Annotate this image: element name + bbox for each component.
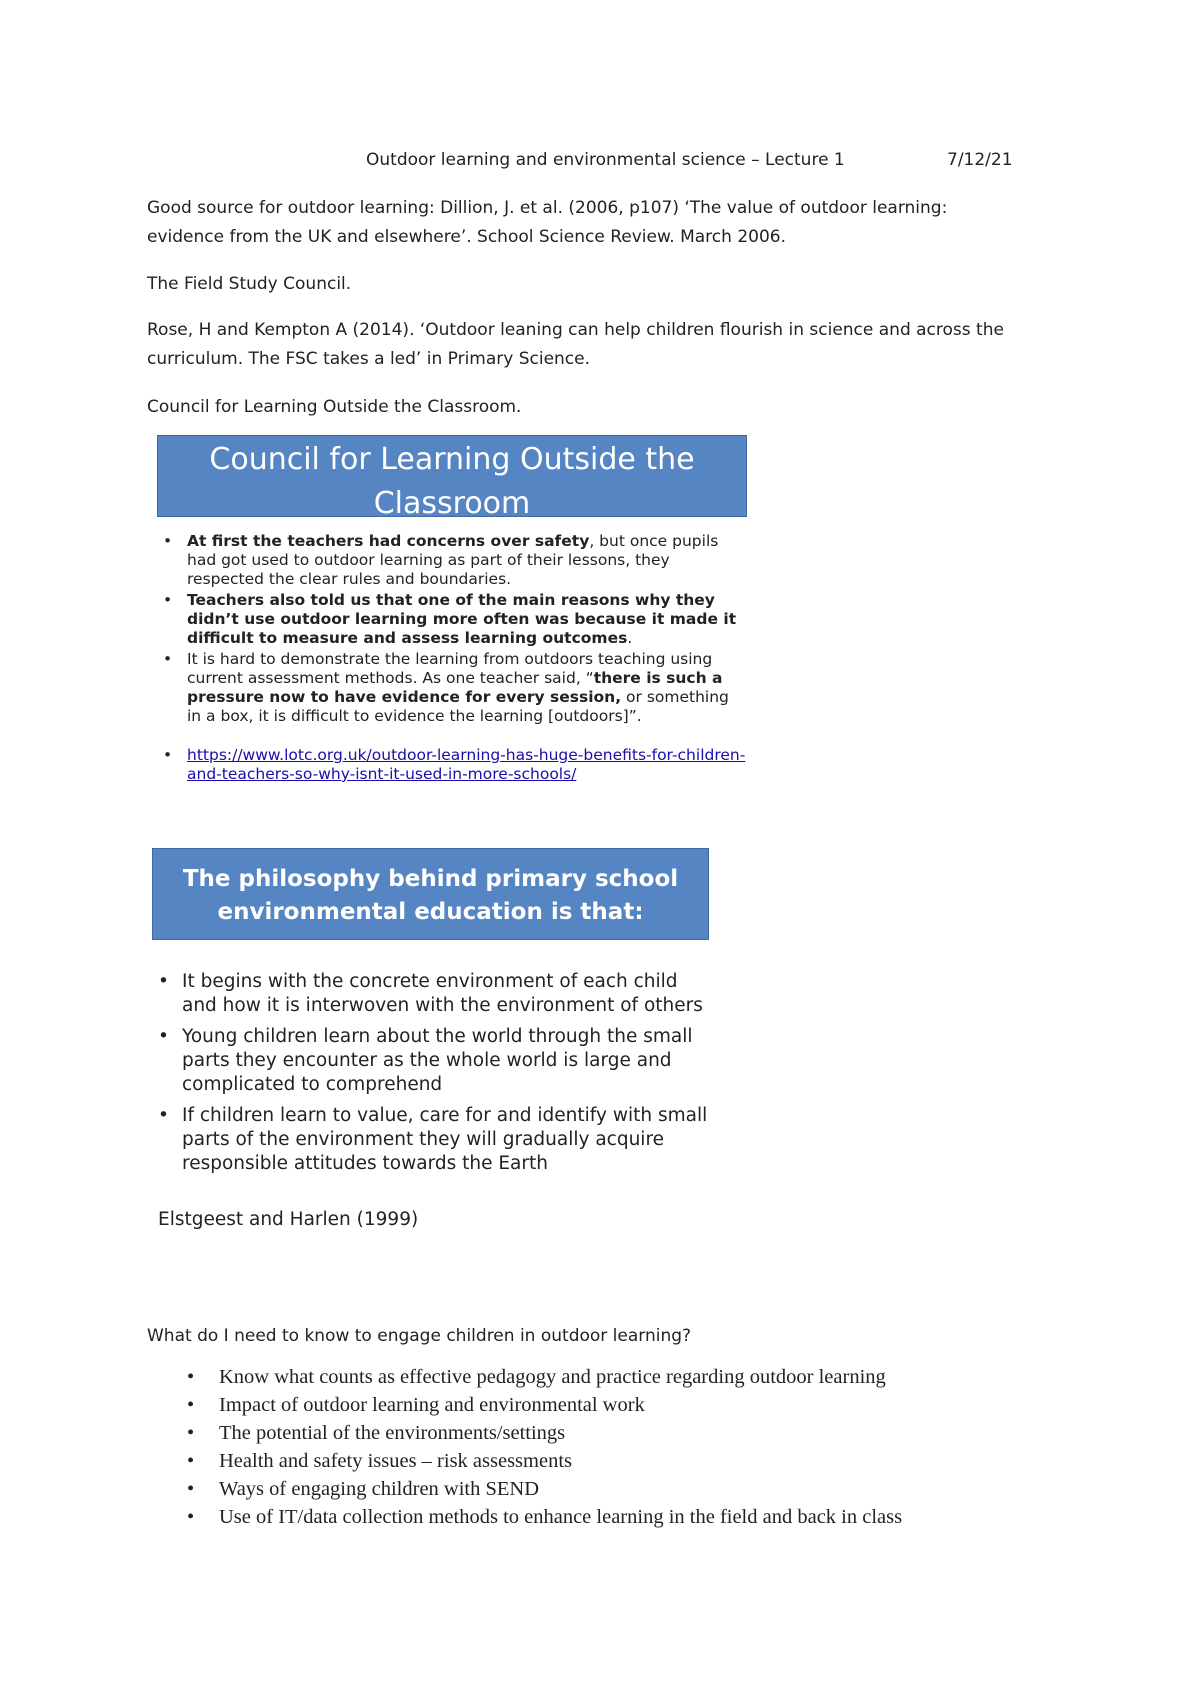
council-note: Council for Learning Outside the Classroom. bbox=[147, 397, 522, 417]
slide1-banner bbox=[157, 435, 747, 521]
bullet-dot-icon: • bbox=[187, 1506, 195, 1528]
slide1-link-item bbox=[157, 746, 747, 784]
engage-item-1 bbox=[187, 1363, 1087, 1391]
lecture-title: Outdoor learning and environmental science – Lecture 1 bbox=[366, 150, 845, 170]
slide1-bullet-3 bbox=[157, 650, 747, 726]
fsc-note: The Field Study Council. bbox=[147, 274, 352, 294]
slide2-banner-line1: The philosophy behind primary school bbox=[182, 866, 679, 892]
slide2-banner bbox=[152, 848, 709, 940]
engage-item-2-text: Impact of outdoor learning and environmental work bbox=[219, 1394, 645, 1416]
slide1-bullet-3-post: or something in a box, it is difficult to evidence the learning [outdoors]”. bbox=[187, 688, 729, 725]
bullet-dot-icon: • bbox=[163, 650, 173, 668]
engage-item-4-text: Health and safety issues – risk assessments bbox=[219, 1450, 572, 1472]
bullet-dot-icon: • bbox=[163, 532, 173, 550]
engage-question: What do I need to know to engage children in outdoor learning? bbox=[147, 1326, 692, 1346]
bullet-dot-icon: • bbox=[187, 1478, 195, 1500]
rose-line-2: curriculum. The FSC takes a led’ in Primary Science. bbox=[147, 349, 591, 369]
source-line-2: evidence from the UK and elsewhere’. School Science Review. March 2006. bbox=[147, 227, 786, 247]
slide2-banner-line2: environmental education is that: bbox=[217, 899, 644, 925]
slide1-banner-line1: Council for Learning Outside the bbox=[209, 442, 695, 477]
bullet-dot-icon: • bbox=[187, 1450, 195, 1472]
slide1-bullet-2-text: . bbox=[627, 629, 633, 647]
slide1-banner-line2: Classroom bbox=[373, 486, 531, 521]
engage-item-5-text: Ways of engaging children with SEND bbox=[219, 1478, 540, 1500]
bullet-dot-icon: • bbox=[163, 746, 173, 764]
rose-line-1: Rose, H and Kempton A (2014). ‘Outdoor leaning can help children flourish in science and across the bbox=[147, 320, 1004, 340]
bullet-dot-icon: • bbox=[187, 1366, 195, 1388]
lecture-date: 7/12/21 bbox=[947, 150, 1013, 170]
slide1-bullet-2 bbox=[157, 591, 747, 648]
engage-item-6-text: Use of IT/data collection methods to enhance learning in the field and back in class bbox=[219, 1506, 903, 1528]
engage-item-3 bbox=[187, 1419, 1087, 1447]
slide2-bullet-1 bbox=[152, 970, 712, 1018]
engage-item-4 bbox=[187, 1447, 1087, 1475]
slide2-bullet-1-text: It begins with the concrete environment of each child and how it is interwoven with the environment of others bbox=[182, 971, 703, 1016]
slide1-bullet-2-bold: Teachers also told us that one of the main reasons why they didn’t use outdoor learning more often was because it made it difficult to measure and assess learning outcomes bbox=[187, 591, 737, 647]
bullet-dot-icon: • bbox=[158, 1026, 169, 1047]
slide1-bullet-3-bold: there is such a pressure now to have evidence for every session, bbox=[187, 669, 723, 706]
slide1-bullet-1-bold: At first the teachers had concerns over safety bbox=[187, 532, 590, 550]
engage-item-6 bbox=[187, 1503, 1087, 1531]
source-line-1: Good source for outdoor learning: Dillion, J. et al. (2006, p107) ‘The value of outdoor learning: bbox=[147, 198, 948, 218]
slide2-citation: Elstgeest and Harlen (1999) bbox=[158, 1209, 419, 1230]
slide2-bullet-2-text: Young children learn about the world through the small parts they encounter as the whole world is large and complicated to comprehend bbox=[182, 1026, 693, 1095]
engage-item-5 bbox=[187, 1475, 1087, 1503]
bullet-dot-icon: • bbox=[158, 971, 169, 992]
engage-item-2 bbox=[187, 1391, 1087, 1419]
slide1-bullet-3-pre: It is hard to demonstrate the learning from outdoors teaching using current assessment methods. As one teacher said, “ bbox=[187, 650, 713, 687]
engage-item-3-text: The potential of the environments/settings bbox=[219, 1422, 566, 1444]
slide1-bullets bbox=[157, 532, 747, 786]
slide1-bullet-1-text: , but once pupils had got used to outdoor learning as part of their lessons, they respected the clear rules and boundaries. bbox=[187, 532, 719, 588]
slide2-bullet-2 bbox=[152, 1025, 712, 1097]
lotc-article-link[interactable]: https://www.lotc.org.uk/outdoor-learning-has-huge-benefits-for-children-and-teachers-so-why-isnt-it-used-in-more-schools/ bbox=[187, 746, 746, 783]
slide2-bullets bbox=[152, 970, 712, 1183]
bullet-dot-icon: • bbox=[163, 591, 173, 609]
slide2-bullet-3 bbox=[152, 1104, 712, 1176]
engage-list bbox=[187, 1363, 1087, 1531]
slide1-bullet-1 bbox=[157, 532, 747, 589]
bullet-dot-icon: • bbox=[158, 1105, 169, 1126]
bullet-dot-icon: • bbox=[187, 1394, 195, 1416]
slide2-bullet-3-text: If children learn to value, care for and identify with small parts of the environment they will gradually acquire responsible attitudes towards the Earth bbox=[182, 1105, 708, 1174]
engage-item-1-text: Know what counts as effective pedagogy and practice regarding outdoor learning bbox=[219, 1366, 886, 1388]
bullet-dot-icon: • bbox=[187, 1422, 195, 1444]
